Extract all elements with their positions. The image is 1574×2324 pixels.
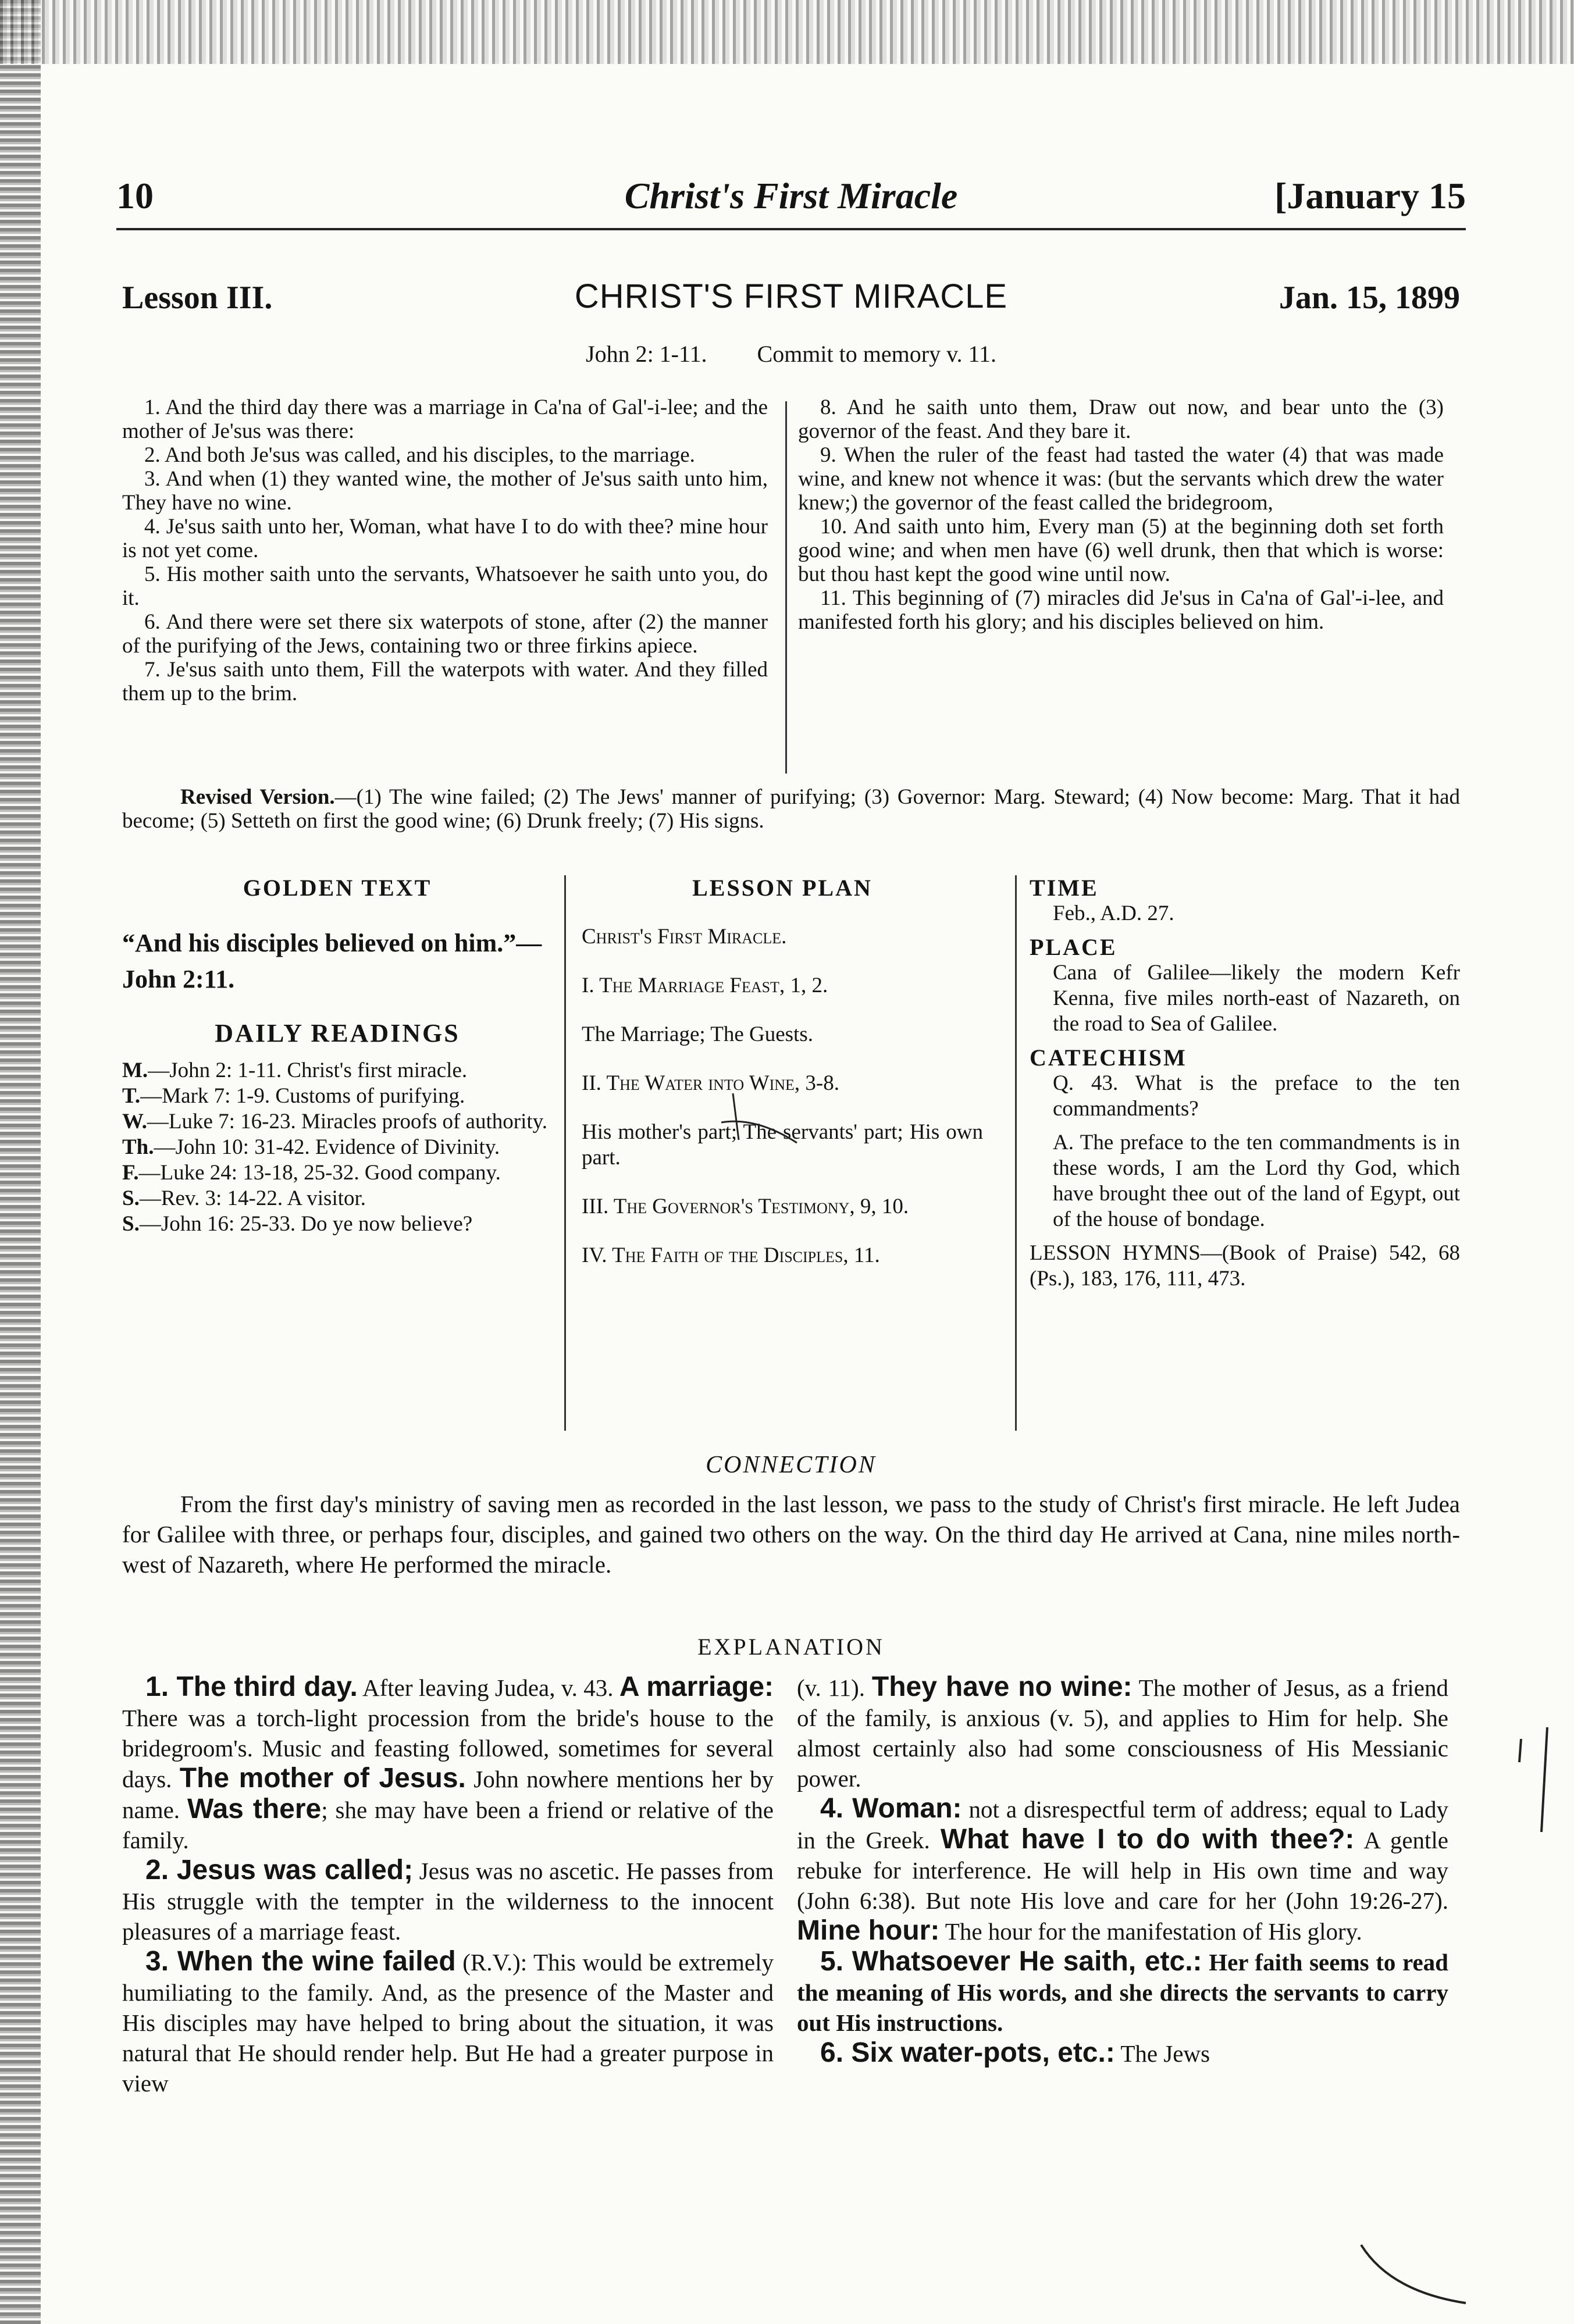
plan-point: III. The Governor's Testimony, 9, 10. (582, 1195, 909, 1218)
list-item: Th.—John 10: 31-42. Evidence of Divinity. (122, 1135, 500, 1159)
explanation-paragraph: 2. Jesus was called; Jesus was no ascetic. He passes from His struggle with the tempter in the wilderness to the innocent pleasures of a marriage feast. (122, 1855, 774, 1945)
plan-point: I. The Marriage Feast, 1, 2. (582, 974, 828, 997)
explanation-paragraph: 1. The third day. After leaving Judea, v. 43. A marriage: There was a torch-light procession from the bride's house to the bridegroom's. Music and feasting followed, sometimes for several days. The mother of Jesus. John nowhere mentions her by name. Was there; she may have been a friend or relative of the family. (122, 1671, 774, 1854)
explanation-right-column (797, 1672, 1448, 2069)
running-title: Christ's First Miracle (624, 175, 958, 216)
daily-readings-heading: DAILY READINGS (215, 1019, 460, 1047)
list-item: W.—Luke 7: 16-23. Miracles proofs of authority. (122, 1110, 547, 1134)
golden-text: “And his disciples believed on him.”—John 2:11. (122, 929, 542, 993)
list-item: M.—John 2: 1-11. Christ's first miracle. (122, 1058, 468, 1082)
page-number: 10 (116, 175, 154, 216)
golden-text-column (122, 875, 553, 1237)
explanation-left-column (122, 1672, 774, 2098)
lesson-title: CHRIST'S FIRST MIRACLE (574, 277, 1008, 315)
verse: 10. And saith unto him, Every man (5) at the beginning doth set forth good wine; and when men have (6) well drunk, then that which is worse: but thou hast kept the good wine until now. (798, 515, 1444, 586)
place-value: Cana of Galilee—likely the modern Kefr Kenna, five miles north-east of Nazareth, on the road to Sea of Galilee. (1053, 961, 1460, 1036)
plan-subpoint: The Marriage; The Guests. (582, 1022, 813, 1046)
verse: 4. Je'sus saith unto her, Woman, what have I to do with thee? mine hour is not yet come. (122, 515, 768, 562)
scripture-passage: John 2: 1-11. (586, 341, 707, 367)
revised-text: —(1) The wine failed; (2) The Jews' manner of purifying; (3) Governor: Marg. Steward; (4) Now become: Marg. That it had become; (5) Setteth on first the good wine; (6) Drunk freely; (7) His signs. (122, 785, 1461, 833)
header-rule (116, 228, 1466, 230)
daily-readings-list (122, 1058, 553, 1237)
plan-subpoint: His mother's part; The servants' part; His own part. (582, 1120, 983, 1170)
list-item: S.—John 16: 25-33. Do ye now believe? (122, 1212, 473, 1236)
scripture-reference (116, 340, 1466, 368)
verse: 6. And there were set there six waterpots of stone, after (2) the manner of the purifying of the Jews, containing two or three firkins apiece. (122, 610, 768, 658)
memory-verse: Commit to memory v. 11. (757, 341, 996, 367)
scan-shadow-top (0, 0, 1574, 64)
revised-label: Revised Version. (180, 785, 335, 809)
box-divider-left (564, 875, 566, 1431)
lesson-plan-heading: LESSON PLAN (692, 875, 873, 901)
catechism-question: Q. 43. What is the preface to the ten commandments? (1053, 1071, 1460, 1121)
explanation-paragraph: 5. Whatsoever He saith, etc.: Her faith seems to read the meaning of His words, and she directs the servants to carry out His instructions. (797, 1946, 1448, 2036)
time-place-column (1030, 875, 1460, 1300)
verses-right-column (798, 395, 1444, 634)
pen-stroke-mark (721, 1088, 803, 1157)
place-heading: PLACE (1030, 934, 1117, 960)
list-item: F.—Luke 24: 13-18, 25-32. Good company. (122, 1161, 501, 1185)
verses-left-column (122, 395, 768, 705)
explanation-paragraph: 3. When the wine failed (R.V.): This would be extremely humiliating to the family. And, as the presence of the Master and His disciples may have helped to bring about the situation, it was natural that He should render help. But He had a greater purpose in view (122, 1946, 774, 2097)
scan-shadow-left (0, 0, 41, 2324)
revised-version-note (122, 785, 1460, 833)
verse: 7. Je'sus saith unto them, Fill the waterpots with water. And they filled them up to the brim. (122, 658, 768, 705)
box-divider-right (1015, 875, 1017, 1431)
golden-text-heading: GOLDEN TEXT (243, 875, 432, 901)
verse: 8. And he saith unto them, Draw out now, and bear unto the (3) governor of the feast. And they bare it. (798, 395, 1444, 443)
explanation-paragraph: 4. Woman: not a disrespectful term of address; equal to Lady in the Greek. What have I to do with thee?: A gentle rebuke for interference. He will help in His own time and way (John 6:38). But note His love and care for her (John 19:26-27). Mine hour: The hour for the manifestation of His glory. (797, 1793, 1449, 1946)
list-item: S.—Rev. 3: 14-22. A visitor. (122, 1186, 366, 1210)
catechism-heading: CATECHISM (1030, 1045, 1187, 1071)
running-head (116, 174, 1466, 227)
lesson-date: Jan. 15, 1899 (1279, 280, 1460, 316)
lesson-hymns: LESSON HYMNS—(Book of Praise) 542, 68 (Ps.), 183, 176, 111, 473. (1030, 1241, 1460, 1291)
running-date: [January 15 (1274, 175, 1466, 216)
catechism-answer: A. The preface to the ten commandments is in these words, I am the Lord thy God, which have brought thee out of the land of Egypt, out of the house of bondage. (1053, 1131, 1460, 1231)
connection-heading: CONNECTION (706, 1452, 877, 1478)
lesson-number: Lesson III. (122, 280, 273, 316)
time-value: Feb., A.D. 27. (1053, 901, 1174, 925)
verse: 5. His mother saith unto the servants, Whatsoever he saith unto you, do it. (122, 562, 768, 610)
time-heading: TIME (1030, 875, 1099, 901)
pen-stroke-mark (1355, 2239, 1472, 2309)
lesson-header (122, 279, 1460, 326)
pen-stroke-mark (1512, 1721, 1559, 1838)
verse: 11. This beginning of (7) miracles did Je'sus in Ca'na of Gal'-i-lee, and manifested forth his glory; and his disciples believed on him. (798, 586, 1444, 634)
verse: 1. And the third day there was a marriage in Ca'na of Gal'-i-lee; and the mother of Je'sus was there: (122, 395, 768, 443)
verse: 9. When the ruler of the feast had tasted the water (4) that was made wine, and knew not whence it was: (but the servants which drew the water knew;) the governor of the feast called the bridegroom, (798, 443, 1444, 515)
explanation-heading: EXPLANATION (697, 1634, 885, 1660)
list-item: T.—Mark 7: 1-9. Customs of purifying. (122, 1084, 465, 1108)
explanation-paragraph: (v. 11). They have no wine: The mother of Jesus, as a friend of the family, is anxious (v. 5), and applies to Him for help. She almost certainly also had some consciousness of His Messianic power. (797, 1671, 1448, 1792)
explanation-paragraph: 6. Six water-pots, etc.: The Jews (820, 2037, 1210, 2068)
plan-title: Christ's First Miracle. (582, 925, 787, 949)
plan-point: II. The Water into Wine, 3-8. (582, 1071, 840, 1095)
verse: 3. And when (1) they wanted wine, the mother of Je'sus saith unto him, They have no wine. (122, 467, 768, 515)
lesson-plan-column (582, 875, 983, 1292)
plan-point: IV. The Faith of the Disciples, 11. (582, 1243, 880, 1267)
verses-divider (785, 401, 787, 774)
verse: 2. And both Je'sus was called, and his disciples, to the marriage. (144, 443, 695, 467)
connection-text: From the first day's ministry of saving men as recorded in the last lesson, we pass to the study of Christ's first miracle. He left Judea for Galilee with three, or perhaps four, disciples, and gained two others on the way. On the third day He arrived at Cana, nine miles north-west of Nazareth, where He performed the miracle. (122, 1491, 1460, 1578)
